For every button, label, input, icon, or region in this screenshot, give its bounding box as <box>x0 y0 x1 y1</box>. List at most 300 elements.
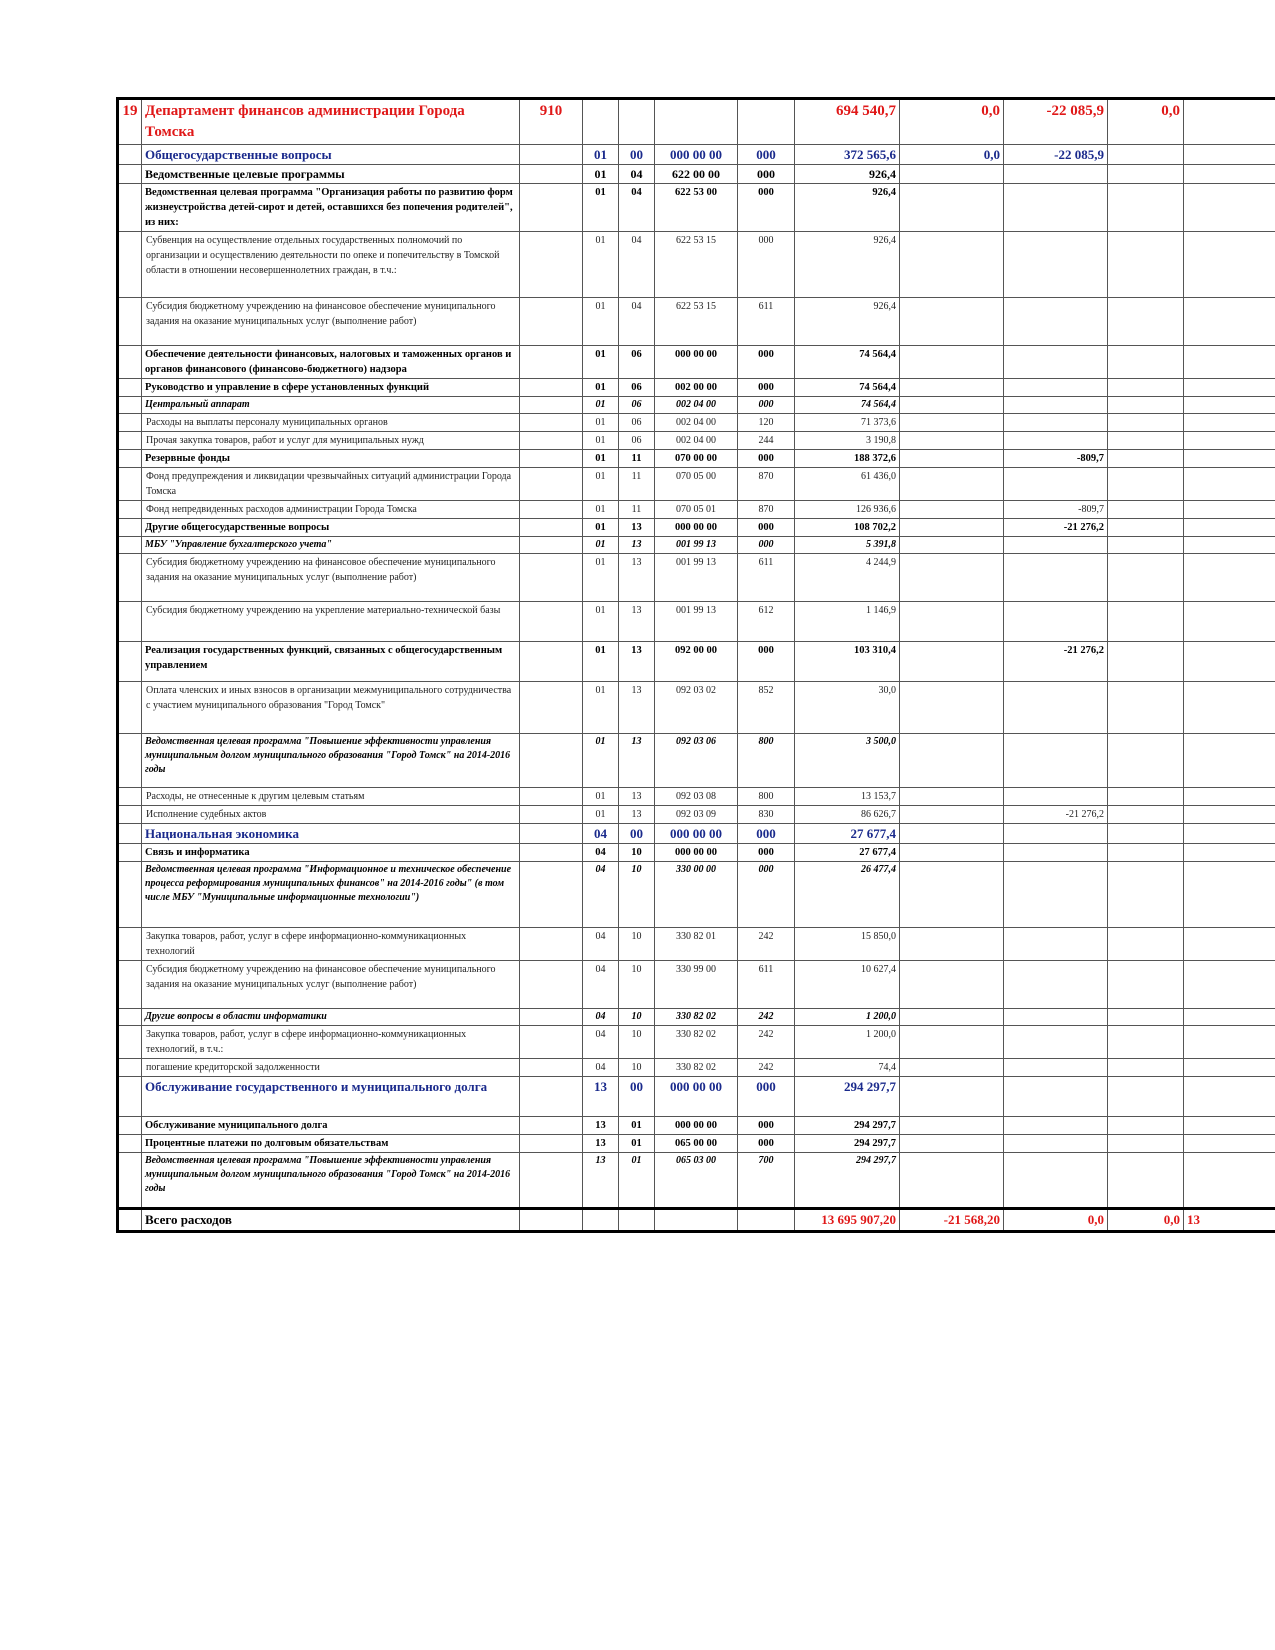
row-target-code: 000 00 00 <box>655 145 738 165</box>
row-expense-type: 244 <box>738 432 795 450</box>
row-value-1: 126 936,6 <box>795 501 900 519</box>
row-name: Центральный аппарат <box>142 397 520 414</box>
row-section-code: 01 <box>583 501 619 519</box>
row-subsection-code: 10 <box>619 961 655 1009</box>
row-value-1: 5 391,8 <box>795 537 900 554</box>
row-ved-cell <box>520 788 583 806</box>
row-target-code: 330 00 00 <box>655 862 738 928</box>
row-number-cell <box>118 862 142 928</box>
row-ved-cell <box>520 824 583 844</box>
row-section-code: 13 <box>583 1077 619 1117</box>
row-ved-cell <box>520 432 583 450</box>
row-value-3 <box>1004 184 1108 232</box>
row-value-3 <box>1004 961 1108 1009</box>
row-number-cell <box>118 346 142 379</box>
row-value-4 <box>1108 961 1184 1009</box>
row-subsection-code: 01 <box>619 1135 655 1153</box>
row-number-cell <box>118 844 142 862</box>
row-extra-cell <box>1184 501 1275 519</box>
row-value-3 <box>1004 1153 1108 1209</box>
row-name: Расходы, не отнесенные к другим целевым статьям <box>142 788 520 806</box>
row-name: Расходы на выплаты персоналу муниципальных органов <box>142 414 520 432</box>
table-row <box>118 642 1275 682</box>
row-value-4 <box>1108 734 1184 788</box>
row-section-code: 04 <box>583 1009 619 1026</box>
row-section-code: 01 <box>583 642 619 682</box>
total-label: Всего расходов <box>142 1209 520 1232</box>
row-value-3 <box>1004 537 1108 554</box>
row-name: Фонд предупреждения и ликвидации чрезвычайных ситуаций администрации Города Томска <box>142 468 520 501</box>
row-value-2 <box>900 734 1004 788</box>
row-value-2 <box>900 468 1004 501</box>
row-name: Обслуживание государственного и муниципального долга <box>142 1077 520 1117</box>
row-number-cell <box>118 537 142 554</box>
row-name: Другие общегосударственные вопросы <box>142 519 520 537</box>
table-row <box>118 379 1275 397</box>
row-value-4 <box>1108 1135 1184 1153</box>
row-value-3: -21 276,2 <box>1004 519 1108 537</box>
row-target-code: 002 04 00 <box>655 432 738 450</box>
row-extra-cell <box>1184 788 1275 806</box>
row-value-3 <box>1004 602 1108 642</box>
row-value-4 <box>1108 165 1184 184</box>
row-expense-type: 870 <box>738 468 795 501</box>
row-value-2 <box>900 602 1004 642</box>
row-value-1: 13 153,7 <box>795 788 900 806</box>
row-section-code: 01 <box>583 734 619 788</box>
row-value-4 <box>1108 537 1184 554</box>
row-subsection-code: 01 <box>619 1117 655 1135</box>
row-target-code: 000 00 00 <box>655 1117 738 1135</box>
row-target-code: 092 00 00 <box>655 642 738 682</box>
row-target-code: 070 00 00 <box>655 450 738 468</box>
table-row <box>118 468 1275 501</box>
row-value-2 <box>900 298 1004 346</box>
row-value-3 <box>1004 1026 1108 1059</box>
row-value-4 <box>1108 862 1184 928</box>
row-number-cell <box>118 232 142 298</box>
row-value-2 <box>900 824 1004 844</box>
row-target-code: 092 03 09 <box>655 806 738 824</box>
row-section-code: 13 <box>583 1117 619 1135</box>
row-subsection-code: 10 <box>619 1009 655 1026</box>
row-target-code: 092 03 02 <box>655 682 738 734</box>
row-value-2 <box>900 1059 1004 1077</box>
row-section-code: 01 <box>583 602 619 642</box>
row-target-code: 622 53 15 <box>655 232 738 298</box>
table-row <box>118 788 1275 806</box>
table-row <box>118 537 1275 554</box>
row-value-3 <box>1004 298 1108 346</box>
row-number-cell <box>118 432 142 450</box>
row-name: Ведомственная целевая программа "Организация работы по развитию форм жизнеустройства детей-сирот и детей, оставшихся без попечения родителей", из них: <box>142 184 520 232</box>
table-row <box>118 1026 1275 1059</box>
row-target-code: 000 00 00 <box>655 1077 738 1117</box>
row-name: Обеспечение деятельности финансовых, налоговых и таможенных органов и органов финансового (финансово-бюджетного) надзора <box>142 346 520 379</box>
row-target-code: 070 05 00 <box>655 468 738 501</box>
row-value-4 <box>1108 806 1184 824</box>
row-section-code: 01 <box>583 379 619 397</box>
row-number-cell <box>118 298 142 346</box>
row-name: Связь и информатика <box>142 844 520 862</box>
row-value-3 <box>1004 346 1108 379</box>
row-subsection-code: 04 <box>619 298 655 346</box>
row-extra-cell <box>1184 1009 1275 1026</box>
row-number-cell <box>118 379 142 397</box>
row-value-1: 71 373,6 <box>795 414 900 432</box>
row-ved-cell <box>520 298 583 346</box>
row-subsection-code: 13 <box>619 519 655 537</box>
row-value-2 <box>900 1117 1004 1135</box>
row-subsection-code: 06 <box>619 432 655 450</box>
row-value-2 <box>900 397 1004 414</box>
row-extra-cell <box>1184 184 1275 232</box>
row-target-code: 622 00 00 <box>655 165 738 184</box>
row-value-4 <box>1108 844 1184 862</box>
total-value-5: 13 <box>1184 1209 1275 1232</box>
row-expense-type: 120 <box>738 414 795 432</box>
row-value-3 <box>1004 862 1108 928</box>
row-ved-cell <box>520 1059 583 1077</box>
row-name: Закупка товаров, работ, услуг в сфере информационно-коммуникационных технологий <box>142 928 520 961</box>
table-row <box>118 165 1275 184</box>
table-row <box>118 554 1275 602</box>
row-value-1: 926,4 <box>795 298 900 346</box>
row-expense-type: 000 <box>738 1135 795 1153</box>
row-extra-cell <box>1184 554 1275 602</box>
table-row <box>118 1077 1275 1117</box>
row-subsection-code: 00 <box>619 824 655 844</box>
row-subsection-code: 11 <box>619 468 655 501</box>
row-name: Субсидия бюджетному учреждению на финансовое обеспечение муниципального задания на оказание муниципальных услуг (выполнение работ) <box>142 961 520 1009</box>
row-expense-type: 000 <box>738 397 795 414</box>
row-value-2 <box>900 862 1004 928</box>
row-value-3 <box>1004 844 1108 862</box>
row-number-cell <box>118 1153 142 1209</box>
row-extra-cell <box>1184 1026 1275 1059</box>
row-value-1: 30,0 <box>795 682 900 734</box>
row-value-3: -809,7 <box>1004 450 1108 468</box>
row-expense-type: 000 <box>738 1117 795 1135</box>
table-row <box>118 232 1275 298</box>
row-value-2 <box>900 432 1004 450</box>
row-value-1: 1 146,9 <box>795 602 900 642</box>
row-target-code: 002 04 00 <box>655 414 738 432</box>
row-extra-cell <box>1184 844 1275 862</box>
row-number-cell <box>118 1135 142 1153</box>
row-value-2 <box>900 642 1004 682</box>
row-name: Прочая закупка товаров, работ и услуг для муниципальных нужд <box>142 432 520 450</box>
row-extra-cell <box>1184 1059 1275 1077</box>
row-extra-cell <box>1184 165 1275 184</box>
row-number-cell <box>118 961 142 1009</box>
row-subsection-code: 13 <box>619 642 655 682</box>
row-subsection-code: 13 <box>619 806 655 824</box>
row-value-2 <box>900 232 1004 298</box>
row-number-cell <box>118 824 142 844</box>
row-subsection-code: 06 <box>619 397 655 414</box>
row-value-4 <box>1108 1077 1184 1117</box>
row-target-code: 330 99 00 <box>655 961 738 1009</box>
row-expense-type: 000 <box>738 232 795 298</box>
row-extra-cell <box>1184 1077 1275 1117</box>
row-expense-type: 000 <box>738 537 795 554</box>
row-ved-cell <box>520 1077 583 1117</box>
row-ved-cell <box>520 346 583 379</box>
row-value-4 <box>1108 1026 1184 1059</box>
row-value-1: 1 200,0 <box>795 1009 900 1026</box>
row-ved-cell <box>520 961 583 1009</box>
row-expense-type: 800 <box>738 788 795 806</box>
row-expense-type: 242 <box>738 1009 795 1026</box>
row-target-code: 000 00 00 <box>655 844 738 862</box>
row-name: Ведомственные целевые программы <box>142 165 520 184</box>
row-extra-cell <box>1184 145 1275 165</box>
row-ved-cell <box>520 1153 583 1209</box>
row-number-cell <box>118 928 142 961</box>
row-name: Руководство и управление в сфере установленных функций <box>142 379 520 397</box>
row-value-4 <box>1108 824 1184 844</box>
row-section-code: 01 <box>583 554 619 602</box>
row-expense-type: 000 <box>738 165 795 184</box>
row-value-3 <box>1004 1077 1108 1117</box>
row-target-code: 000 00 00 <box>655 824 738 844</box>
row-subsection-code: 10 <box>619 844 655 862</box>
row-subsection-code: 13 <box>619 682 655 734</box>
row-value-4 <box>1108 1059 1184 1077</box>
row-value-1: 15 850,0 <box>795 928 900 961</box>
row-target-code: 065 03 00 <box>655 1153 738 1209</box>
row-target-code: 092 03 06 <box>655 734 738 788</box>
row-number-cell <box>118 450 142 468</box>
row-value-4 <box>1108 602 1184 642</box>
row-value-1: 372 565,6 <box>795 145 900 165</box>
row-subsection-code: 10 <box>619 1026 655 1059</box>
table-row <box>118 602 1275 642</box>
row-value-1: 27 677,4 <box>795 844 900 862</box>
total-value-1: 13 695 907,20 <box>795 1209 900 1232</box>
row-ved-cell <box>520 682 583 734</box>
row-value-4 <box>1108 450 1184 468</box>
total-value-4: 0,0 <box>1108 1209 1184 1232</box>
total-value-3: 0,0 <box>1004 1209 1108 1232</box>
row-value-3 <box>1004 379 1108 397</box>
row-ved-cell <box>520 806 583 824</box>
row-expense-type: 611 <box>738 961 795 1009</box>
row-name: Закупка товаров, работ, услуг в сфере информационно-коммуникационных технологий, в т.ч.: <box>142 1026 520 1059</box>
row-value-1: 1 200,0 <box>795 1026 900 1059</box>
row-value-4 <box>1108 145 1184 165</box>
table-row <box>118 346 1275 379</box>
row-target-code: 622 53 00 <box>655 184 738 232</box>
row-section-code: 01 <box>583 788 619 806</box>
row-value-2 <box>900 844 1004 862</box>
table-row <box>118 1135 1275 1153</box>
row-expense-type: 000 <box>738 145 795 165</box>
row-value-4 <box>1108 414 1184 432</box>
row-ved-cell <box>520 642 583 682</box>
table-row <box>118 519 1275 537</box>
table-row <box>118 414 1275 432</box>
row-expense-type: 700 <box>738 1153 795 1209</box>
row-extra-cell <box>1184 682 1275 734</box>
row-number-cell <box>118 145 142 165</box>
row-value-3 <box>1004 554 1108 602</box>
row-expense-type: 242 <box>738 928 795 961</box>
row-ved-cell <box>520 1117 583 1135</box>
row-extra-cell <box>1184 1153 1275 1209</box>
row-value-2 <box>900 450 1004 468</box>
table-row <box>118 961 1275 1009</box>
row-section-code: 01 <box>583 165 619 184</box>
row-extra-cell <box>1184 468 1275 501</box>
row-name: Субсидия бюджетному учреждению на финансовое обеспечение муниципального задания на оказание муниципальных услуг (выполнение работ) <box>142 554 520 602</box>
table-row <box>118 824 1275 844</box>
row-value-4 <box>1108 554 1184 602</box>
row-subsection-code: 00 <box>619 145 655 165</box>
row-subsection-code: 13 <box>619 734 655 788</box>
row-value-3 <box>1004 232 1108 298</box>
row-number-cell <box>118 414 142 432</box>
row-name: Обслуживание муниципального долга <box>142 1117 520 1135</box>
row-value-1: 86 626,7 <box>795 806 900 824</box>
row-number-cell <box>118 788 142 806</box>
row-target-code: 001 99 13 <box>655 602 738 642</box>
row-ved-cell <box>520 554 583 602</box>
row-extra-cell <box>1184 298 1275 346</box>
table-row <box>118 184 1275 232</box>
row-target-code: 000 00 00 <box>655 346 738 379</box>
row-value-2: 0,0 <box>900 145 1004 165</box>
row-extra-cell <box>1184 379 1275 397</box>
row-name: Резервные фонды <box>142 450 520 468</box>
row-value-1: 26 477,4 <box>795 862 900 928</box>
row-number-cell <box>118 1009 142 1026</box>
row-number-cell <box>118 501 142 519</box>
row-number-cell <box>118 682 142 734</box>
row-value-3 <box>1004 165 1108 184</box>
row-subsection-code: 10 <box>619 928 655 961</box>
row-target-code: 002 04 00 <box>655 397 738 414</box>
row-expense-type: 000 <box>738 862 795 928</box>
row-ved-cell <box>520 165 583 184</box>
row-expense-type: 242 <box>738 1059 795 1077</box>
row-number-cell <box>118 468 142 501</box>
row-value-1: 108 702,2 <box>795 519 900 537</box>
row-subsection-code: 13 <box>619 602 655 642</box>
row-value-2 <box>900 1153 1004 1209</box>
table-row <box>118 1117 1275 1135</box>
row-ved-cell <box>520 414 583 432</box>
row-target-code: 000 00 00 <box>655 519 738 537</box>
row-target-code: 070 05 01 <box>655 501 738 519</box>
row-section-code: 01 <box>583 397 619 414</box>
row-extra-cell <box>1184 519 1275 537</box>
row-value-1: 3 190,8 <box>795 432 900 450</box>
row-section-code: 01 <box>583 232 619 298</box>
row-name: Субвенция на осуществление отдельных государственных полномочий по организации и осуществлению деятельности по опеке и попечительству в Томской области в отношении несовершеннолетних граждан, в т.ч.: <box>142 232 520 298</box>
row-value-4 <box>1108 298 1184 346</box>
row-extra-cell <box>1184 824 1275 844</box>
row-value-2 <box>900 501 1004 519</box>
row-target-code: 001 99 13 <box>655 537 738 554</box>
row-name: Ведомственная целевая программа "Повышение эффективности управления муниципальным долгом муниципального образования "Город Томск" на 2014-2016 годы <box>142 1153 520 1209</box>
row-name: Реализация государственных функций, связанных с общегосударственным управлением <box>142 642 520 682</box>
row-expense-type: 000 <box>738 824 795 844</box>
row-ved-cell <box>520 862 583 928</box>
department-value-4: 0,0 <box>1108 99 1184 145</box>
budget-table <box>116 97 1275 1233</box>
row-value-1: 188 372,6 <box>795 450 900 468</box>
row-subsection-code: 06 <box>619 379 655 397</box>
department-value-3: -22 085,9 <box>1004 99 1108 145</box>
table-row <box>118 145 1275 165</box>
row-value-2 <box>900 1077 1004 1117</box>
row-target-code: 330 82 02 <box>655 1059 738 1077</box>
table-row <box>118 1059 1275 1077</box>
row-number-cell <box>118 519 142 537</box>
row-name: погашение кредиторской задолженности <box>142 1059 520 1077</box>
row-value-4 <box>1108 397 1184 414</box>
row-value-4 <box>1108 468 1184 501</box>
row-target-code: 092 03 08 <box>655 788 738 806</box>
row-expense-type: 612 <box>738 602 795 642</box>
row-name: МБУ "Управление бухгалтерского учета" <box>142 537 520 554</box>
row-ved-cell <box>520 468 583 501</box>
row-expense-type: 000 <box>738 346 795 379</box>
row-expense-type: 000 <box>738 379 795 397</box>
department-row <box>118 99 1275 145</box>
row-value-3 <box>1004 1117 1108 1135</box>
row-section-code: 01 <box>583 145 619 165</box>
row-number-cell <box>118 602 142 642</box>
row-subsection-code: 04 <box>619 232 655 298</box>
row-value-2 <box>900 414 1004 432</box>
row-name: Общегосударственные вопросы <box>142 145 520 165</box>
row-name: Субсидия бюджетному учреждению на укрепление материально-технической базы <box>142 602 520 642</box>
row-expense-type: 000 <box>738 1077 795 1117</box>
row-value-3 <box>1004 397 1108 414</box>
row-section-code: 13 <box>583 1153 619 1209</box>
row-section-code: 04 <box>583 928 619 961</box>
row-value-3 <box>1004 414 1108 432</box>
row-section-code: 01 <box>583 537 619 554</box>
row-value-3 <box>1004 734 1108 788</box>
row-name: Ведомственная целевая программа "Повышение эффективности управления муниципальным долгом муниципального образования "Город Томск" на 2014-2016 годы <box>142 734 520 788</box>
row-expense-type: 000 <box>738 184 795 232</box>
row-ved-cell <box>520 1135 583 1153</box>
total-value-2: -21 568,20 <box>900 1209 1004 1232</box>
row-name: Национальная экономика <box>142 824 520 844</box>
row-extra-cell <box>1184 862 1275 928</box>
table-row <box>118 734 1275 788</box>
row-value-3 <box>1004 468 1108 501</box>
row-number-cell <box>118 642 142 682</box>
row-subsection-code: 04 <box>619 184 655 232</box>
row-value-4 <box>1108 682 1184 734</box>
row-expense-type: 000 <box>738 844 795 862</box>
row-expense-type: 000 <box>738 450 795 468</box>
row-expense-type: 852 <box>738 682 795 734</box>
row-section-code: 04 <box>583 1026 619 1059</box>
row-value-1: 294 297,7 <box>795 1135 900 1153</box>
row-subsection-code: 10 <box>619 1059 655 1077</box>
row-value-4 <box>1108 1009 1184 1026</box>
row-number-cell <box>118 184 142 232</box>
row-value-2 <box>900 184 1004 232</box>
row-value-1: 10 627,4 <box>795 961 900 1009</box>
table-row <box>118 298 1275 346</box>
